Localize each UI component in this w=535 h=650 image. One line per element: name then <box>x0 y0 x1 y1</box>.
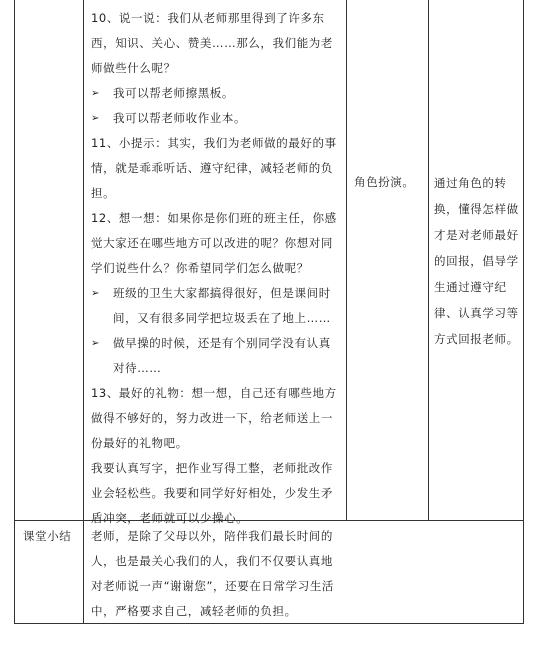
summary-text-cell <box>91 524 341 624</box>
bullet-text: 做早操的时候，还是有个别同学没有认真对待…… <box>113 336 331 375</box>
summary-text: 老师，是除了父母以外，陪伴我们最长时间的人，也是最关心我们的人，我们不仅要认真地对老师说一声“谢谢您”，还要在日常学习生活中，严格要求自己，减轻老师的负担。 <box>91 529 335 618</box>
col-divider-3 <box>428 0 429 520</box>
arrow-bullet-icon: ➢ <box>91 113 100 124</box>
summary-label: 课堂小结 <box>23 529 72 543</box>
activity-paragraph: 11、小提示：其实，我们为老师做的最好的事情，就是乖乖听话、遵守纪律，减轻老师的负担。 <box>91 136 337 200</box>
col-divider-1 <box>83 0 84 624</box>
activity-cell <box>91 6 341 531</box>
method-cell <box>354 170 424 195</box>
activity-bullet <box>91 81 341 106</box>
lesson-table <box>14 0 524 624</box>
bullet-text: 我可以帮老师收作业本。 <box>113 111 247 125</box>
arrow-bullet-icon: ➢ <box>91 88 100 99</box>
activity-paragraph: 我要认真写字，把作业写得工整，老师批改作业会轻松些。我要和同学好好相处，少发生矛盾冲突，老师就可以少操心。 <box>91 461 333 525</box>
method-text: 角色扮演。 <box>354 175 415 189</box>
activity-paragraph: 12、想一想：如果你是你们班的班主任，你感觉大家还在哪些地方可以改进的呢？你想对同学们说些什么？你希望同学们怎么做呢？ <box>91 211 337 275</box>
activity-bullet <box>91 281 341 331</box>
activity-bullet <box>91 331 341 381</box>
arrow-bullet-icon: ➢ <box>91 338 100 349</box>
arrow-bullet-icon: ➢ <box>91 288 100 299</box>
activity-paragraph: 10、说一说：我们从老师那里得到了许多东西，知识、关心、赞美……那么，我们能为老师做些什么呢？ <box>91 11 333 75</box>
col-divider-2 <box>346 0 347 520</box>
activity-bullet <box>91 106 341 131</box>
summary-label-cell <box>23 524 81 549</box>
intent-text: 通过角色的转换，懂得怎样做才是对老师最好的回报，倡导学生通过遵守纪律、认真学习等方式回报老师。 <box>434 176 519 346</box>
intent-cell <box>434 170 520 352</box>
bullet-text: 我可以帮老师擦黑板。 <box>113 86 234 100</box>
bullet-text: 班级的卫生大家都搞得很好，但是课间时间，又有很多同学把垃圾丢在了地上…… <box>113 286 331 325</box>
activity-paragraph: 13、最好的礼物：想一想，自己还有哪些地方做得不够好的，努力改进一下，给老师送上一份最好的礼物吧。 <box>91 386 337 450</box>
